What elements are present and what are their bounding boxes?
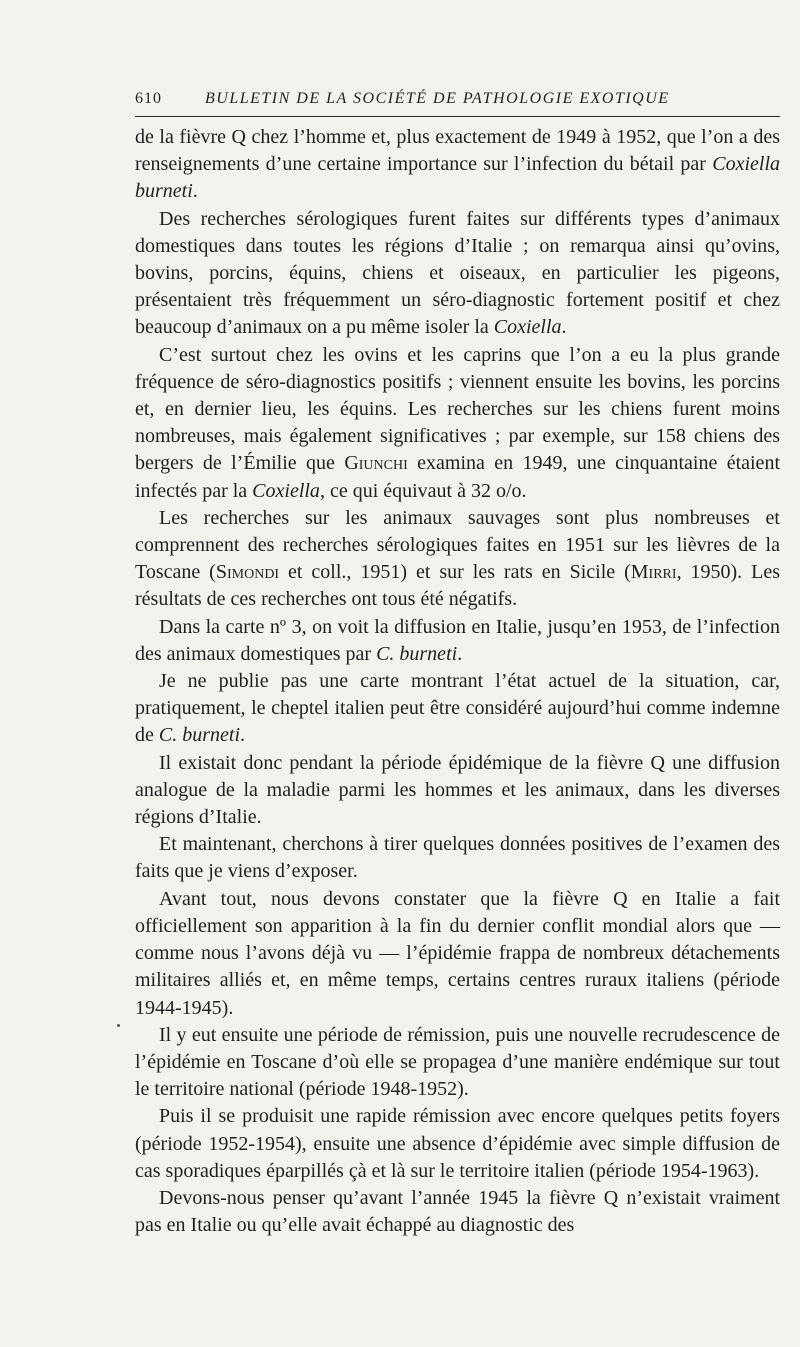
text-run: . <box>561 316 567 339</box>
margin-mark <box>117 1024 120 1027</box>
text-run: Dans la carte nº 3, on voit la diffusion en Italie, jusqu’en 1953, de l’infection des animaux domestiques par <box>135 615 780 665</box>
paragraph-p2 <box>135 206 780 342</box>
journal-title: BULLETIN DE LA SOCIÉTÉ DE PATHOLOGIE EXOTIQUE <box>205 90 670 107</box>
italic-term: C. burneti <box>158 724 241 747</box>
author-name: Giunchi <box>344 452 408 475</box>
text-run: C’est surtout chez les ovins et les caprins que l’on a eu la plus grande fréquence de séro-diagnostics positifs ; viennent ensuite les bovins, les porcins et, en dernier lieu, les équins. Les recherches sur les chiens furent moins nombreuses, mais également significatives ; par exemple, sur 158 chiens des bergers de l’Émilie que <box>135 343 780 475</box>
paragraph-p6 <box>135 668 780 750</box>
page-number: 610 <box>135 90 162 107</box>
text-run: Avant tout, nous devons constater que la fièvre Q en Italie a fait officiellement son apparition à la fin du dernier conflit mondial alors que — comme nous l’avons déjà vu — l’épidémie frappa de nombreux détachements militaires alliés et, en même temps, certains centres ruraux italiens (période 1944-1945). <box>135 887 780 1019</box>
text-run: et coll., 1951) et sur les rats en Sicile ( <box>279 561 631 584</box>
paragraph-p1 <box>135 124 780 206</box>
text-run: . <box>457 642 463 665</box>
text-run: Il y eut ensuite une période de rémission, puis une nouvelle recrudescence de l’épidémie en Toscane d’où elle se propagea d’une manière endémique sur tout le territoire national (période 1948-1952). <box>135 1023 780 1101</box>
author-name: Mirri <box>630 561 677 584</box>
paragraph-p12 <box>135 1185 780 1239</box>
text-run: Des recherches sérologiques furent faites sur différents types d’animaux domestiques dans toutes les régions d’Italie ; on remarqua ainsi qu’ovins, bovins, porcins, équins, chiens et oiseaux, en particulier les pigeons, présentaient très fréquemment un séro-diagnostic fortement positif et chez beaucoup d’animaux on a pu même isoler la <box>135 207 780 339</box>
running-head <box>135 90 780 117</box>
paragraph-p7 <box>135 750 780 832</box>
text-run: examina en 1949, une cinquantaine étaient infectés par la <box>135 452 780 502</box>
text-run: de la fièvre Q chez l’homme et, plus exactement de 1949 à 1952, que l’on a des renseignements d’une certaine importance sur l’infection du bétail par <box>135 126 780 176</box>
text-run: Il existait donc pendant la période épidémique de la fièvre Q une diffusion analogue de la maladie parmi les hommes et les animaux, dans les diverses régions d’Italie. <box>135 751 780 829</box>
paragraph-p10 <box>135 1022 780 1104</box>
paragraph-p8 <box>135 831 780 885</box>
text-run: . <box>240 724 246 747</box>
text-run: Et maintenant, cherchons à tirer quelques données positives de l’examen des faits que je viens d’exposer. <box>135 833 780 883</box>
text-run: , 1950). Les résultats de ces recherches ont tous été négatifs. <box>135 561 781 611</box>
paragraph-p9 <box>135 886 780 1022</box>
paragraph-p3 <box>135 342 780 505</box>
text-run: Devons-nous penser qu’avant l’année 1945 la fièvre Q n’existait vraiment pas en Italie ou qu’elle avait échappé au diagnostic des <box>135 1186 780 1237</box>
italic-term: Coxiella <box>252 479 320 502</box>
paragraph-p11 <box>135 1103 780 1185</box>
italic-term: Coxiella <box>493 316 562 339</box>
paragraph-p4 <box>135 505 780 614</box>
italic-term: Coxiella burneti <box>135 153 780 203</box>
text-run: . <box>192 180 198 203</box>
author-name: Simondi <box>215 561 280 584</box>
italic-term: C. burneti <box>376 642 458 665</box>
text-run: Puis il se produisit une rapide rémission avec encore quelques petits foyers (période 1952-1954), ensuite une absence d’épidémie avec simple diffusion de cas sporadiques éparpillés çà et là sur le territoire italien (période 1954-1963). <box>135 1105 780 1182</box>
paragraph-p5 <box>135 614 780 668</box>
body-text <box>135 124 780 1239</box>
text-run: , ce qui équivaut à 32 o/o. <box>319 479 527 502</box>
text-run: Je ne publie pas une carte montrant l’état actuel de la situation, car, pratiquement, le cheptel italien peut être considéré aujourd’hui comme indemne de <box>135 670 780 747</box>
text-run: Les recherches sur les animaux sauvages sont plus nombreuses et comprennent des recherches sérologiques faites en 1951 sur les lièvres de la Toscane ( <box>135 506 780 584</box>
